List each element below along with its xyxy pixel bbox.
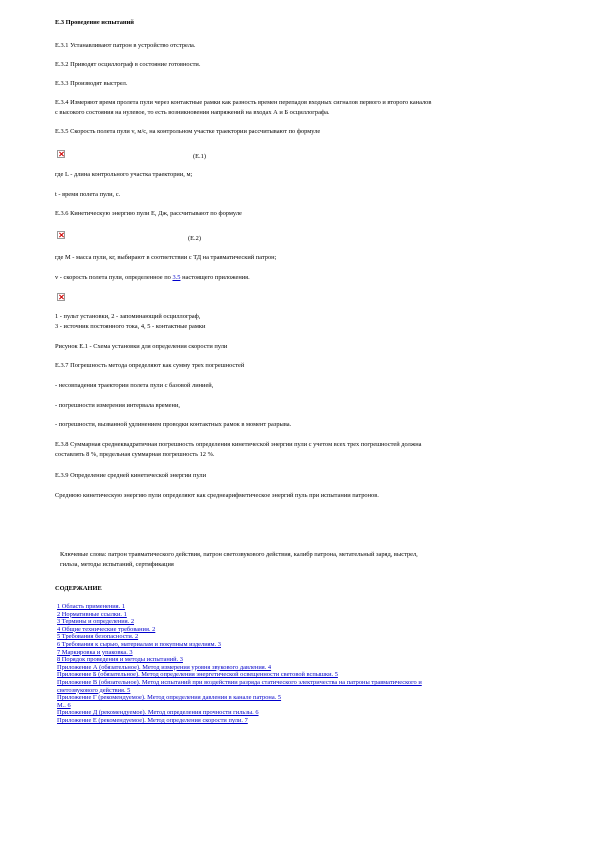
where-m-text: где М - масса пули, кг, выбирают в соответствии с ТД на травматический патрон;	[55, 254, 277, 261]
bullet-item-2: - погрешности измерения интервала времени,	[55, 402, 180, 409]
paragraph-e39: Е.3.9 Определение средней кинетической энергии пули	[55, 472, 206, 479]
paragraph-e36: Е.3.6 Кинетическую энергию пули Е, Дж, рассчитывают по формуле	[55, 210, 242, 217]
toc-link[interactable]: 8 Порядок проведения и методы испытаний. 3	[57, 656, 183, 664]
broken-image-icon	[57, 293, 65, 301]
where-v-prefix: v - скорость полета пули, определенное по	[55, 274, 173, 281]
toc-link[interactable]: 3 Термины и определения. 2	[57, 618, 135, 626]
paragraph-e32: Е.3.2 Приводят осциллограф в состояние готовности.	[55, 61, 201, 68]
table-of-contents	[57, 603, 577, 725]
paragraph-e38-line1: Е.3.8 Суммарная среднеквадратичная погрешность определения кинетической энергии пули с учетом всех трех погрешностей должна	[55, 441, 422, 448]
figure-legend-line2: 3 - источник постоянного тока, 4, 5 - контактные рамки	[55, 323, 206, 330]
toc-link[interactable]: 5 Требования безопасности. 2	[57, 633, 139, 641]
keywords-line1: Ключевые слова: патрон травматического действия, патрон светозвукового действия, калибр патрона, метательный заряд, выстрел,	[60, 551, 418, 558]
toc-link[interactable]: Приложение Г (рекомендуемое). Метод определения давления в канале патрона. 5	[57, 694, 282, 702]
paragraph-e34-line2: с высокого состояния на нулевое, то есть возникновения напряжений на входах А и Б осциллографа.	[55, 109, 330, 116]
toc-link[interactable]: Приложение А (обязательное). Метод измерения уровня звукового давления. 4	[57, 663, 272, 671]
toc-link[interactable]: 1 Область применения. 1	[57, 603, 126, 610]
where-l-text: где L - длина контрольного участка траектории, м;	[55, 171, 193, 178]
where-t-text: t - время полета пули, с.	[55, 191, 121, 198]
paragraph-e33: Е.3.3 Производят выстрел.	[55, 80, 128, 87]
paragraph-e34-line1: Е.3.4 Измеряют время пролета пули через контактные рамки как разность времен перепадов входных сигналов первого и второго каналов	[55, 99, 432, 106]
paragraph-e38-line2: составлять 8 %, предельная суммарная погрешность 12 %.	[55, 451, 215, 458]
figure-legend-line1: 1 - пульт установки, 2 - запоминающий осциллограф,	[55, 313, 201, 320]
toc-link[interactable]: 7 Маркировка и упаковка. 3	[57, 648, 133, 656]
where-v-suffix: настоящего приложения.	[180, 274, 250, 281]
equation-number-2: (Е.2)	[188, 235, 201, 242]
paragraph-e31: Е.3.1 Устанавливают патрон в устройство отстрела.	[55, 42, 196, 49]
paragraph-e37: Е.3.7 Погрешность метода определяют как сумму трех погрешностей	[55, 362, 245, 369]
clause-3-5-link[interactable]: 3.5	[172, 274, 181, 281]
toc-link[interactable]: Приложение В (обязательное). Метод испытаний при воздействии разряда статического электричества на патроны травматического и	[57, 678, 422, 686]
bullet-item-1: - несовпадения траектории полета пули с базовой линией,	[55, 382, 214, 389]
toc-link[interactable]: 4 Общие технические требования. 2	[57, 625, 156, 633]
section-heading: Е.3 Проведение испытаний	[55, 19, 134, 26]
toc-link[interactable]: Приложение Б (обязательное). Метод определения энергетической освещенности световой вспышки. 5	[57, 671, 338, 679]
toc-link[interactable]: Приложение Д (рекомендуемое). Метод определения прочности гильзы. 6	[57, 709, 259, 717]
broken-image-icon	[57, 150, 65, 158]
paragraph-e35: Е.3.5 Скорость полета пули v, м/с, на контрольном участке траектории рассчитывают по формуле	[55, 128, 321, 135]
toc-link[interactable]: светозвукового действия. 5	[57, 686, 131, 694]
keywords-line2: гильза, методы испытаний, сертификация	[60, 561, 174, 568]
paragraph-final: Среднюю кинетическую энергию пули определяют как среднеарифметическое энергий пуль при испытании патронов.	[55, 492, 379, 499]
bullet-item-3: - погрешности, вызванной удлинением проводки контактных рамок в момент разрыва.	[55, 421, 292, 428]
figure-caption: Рисунок Е.1 - Схема установки для определения скорости пули	[55, 343, 228, 350]
toc-link[interactable]: М.. 6	[57, 701, 71, 709]
toc-link[interactable]: 2 Нормативные ссылки. 1	[57, 610, 127, 618]
where-v-text	[55, 274, 575, 282]
toc-title: СОДЕРЖАНИЕ	[55, 585, 102, 592]
equation-number-1: (Е.1)	[193, 153, 206, 160]
toc-link[interactable]: Приложение Е (рекомендуемое). Метод определения скорости пули. 7	[57, 716, 248, 724]
toc-link[interactable]: 6 Требования к сырью, материалам и покупным изделиям. 3	[57, 640, 221, 648]
broken-image-icon	[57, 231, 65, 239]
